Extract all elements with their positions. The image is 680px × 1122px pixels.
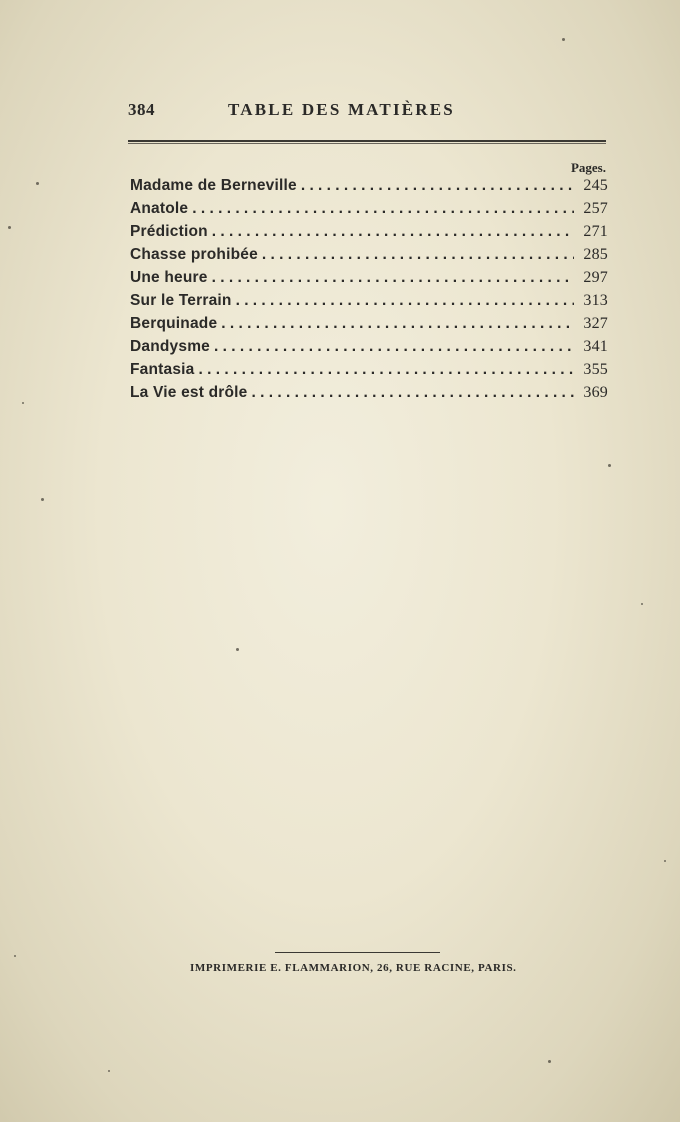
- toc-entry: [130, 315, 608, 338]
- paper-speck: [548, 1060, 551, 1063]
- paper-speck: [236, 648, 239, 651]
- toc-entry-page: 313: [583, 292, 608, 309]
- toc-entry-title: Une heure: [130, 269, 208, 286]
- dot-leader: [212, 269, 574, 287]
- footer-rule: [275, 952, 440, 953]
- toc-entry-title: Sur le Terrain: [130, 292, 232, 309]
- running-title: TABLE DES MATIÈRES: [228, 100, 455, 119]
- paper-speck: [14, 955, 16, 957]
- dot-leader: [199, 361, 575, 379]
- dot-leader: [212, 223, 574, 241]
- toc-entry-page: 327: [583, 315, 608, 332]
- table-of-contents: [130, 177, 608, 407]
- toc-entry-page: 245: [583, 177, 608, 194]
- paper-speck: [8, 226, 11, 229]
- toc-entry: [130, 338, 608, 361]
- printer-imprint: IMPRIMERIE E. FLAMMARION, 26, RUE RACINE, PARIS.: [190, 962, 517, 974]
- header-rule: [128, 140, 606, 144]
- toc-entry-page: 257: [583, 200, 608, 217]
- toc-entry-page: 369: [583, 384, 608, 401]
- toc-entry: [130, 223, 608, 246]
- paper-speck: [641, 603, 643, 605]
- paper-speck: [22, 402, 24, 404]
- pages-column-label: Pages.: [570, 160, 606, 175]
- paper-speck: [664, 860, 666, 862]
- dot-leader: [214, 338, 574, 356]
- paper-speck: [41, 498, 44, 501]
- toc-entry: [130, 361, 608, 384]
- paper-speck: [108, 1070, 110, 1072]
- toc-entry: [130, 292, 608, 315]
- toc-entry-page: 355: [583, 361, 608, 378]
- dot-leader: [221, 315, 574, 333]
- dot-leader: [262, 246, 574, 264]
- toc-entry-title: Chasse prohibée: [130, 246, 258, 263]
- toc-entry-page: 271: [583, 223, 608, 240]
- toc-entry-title: Anatole: [130, 200, 189, 217]
- toc-entry-title: Prédiction: [130, 223, 208, 240]
- paper-speck: [562, 38, 565, 41]
- toc-entry-page: 297: [583, 269, 608, 286]
- toc-entry-title: Madame de Berneville: [130, 177, 297, 194]
- toc-entry-page: 341: [583, 338, 608, 355]
- paper-speck: [608, 464, 611, 467]
- toc-entry-title: La Vie est drôle: [130, 384, 248, 401]
- dot-leader: [236, 292, 574, 310]
- paper-speck: [36, 182, 39, 185]
- toc-entry: [130, 200, 608, 223]
- toc-entry: [130, 177, 608, 200]
- toc-entry: [130, 246, 608, 269]
- dot-leader: [301, 177, 574, 195]
- dot-leader: [252, 384, 575, 402]
- toc-entry-title: Berquinade: [130, 315, 218, 332]
- page-number: 384: [128, 100, 155, 119]
- toc-entry: [130, 384, 608, 407]
- dot-leader: [192, 200, 574, 218]
- toc-entry-title: Dandysme: [130, 338, 210, 355]
- toc-entry-page: 285: [583, 246, 608, 263]
- toc-entry-title: Fantasia: [130, 361, 195, 378]
- toc-entry: [130, 269, 608, 292]
